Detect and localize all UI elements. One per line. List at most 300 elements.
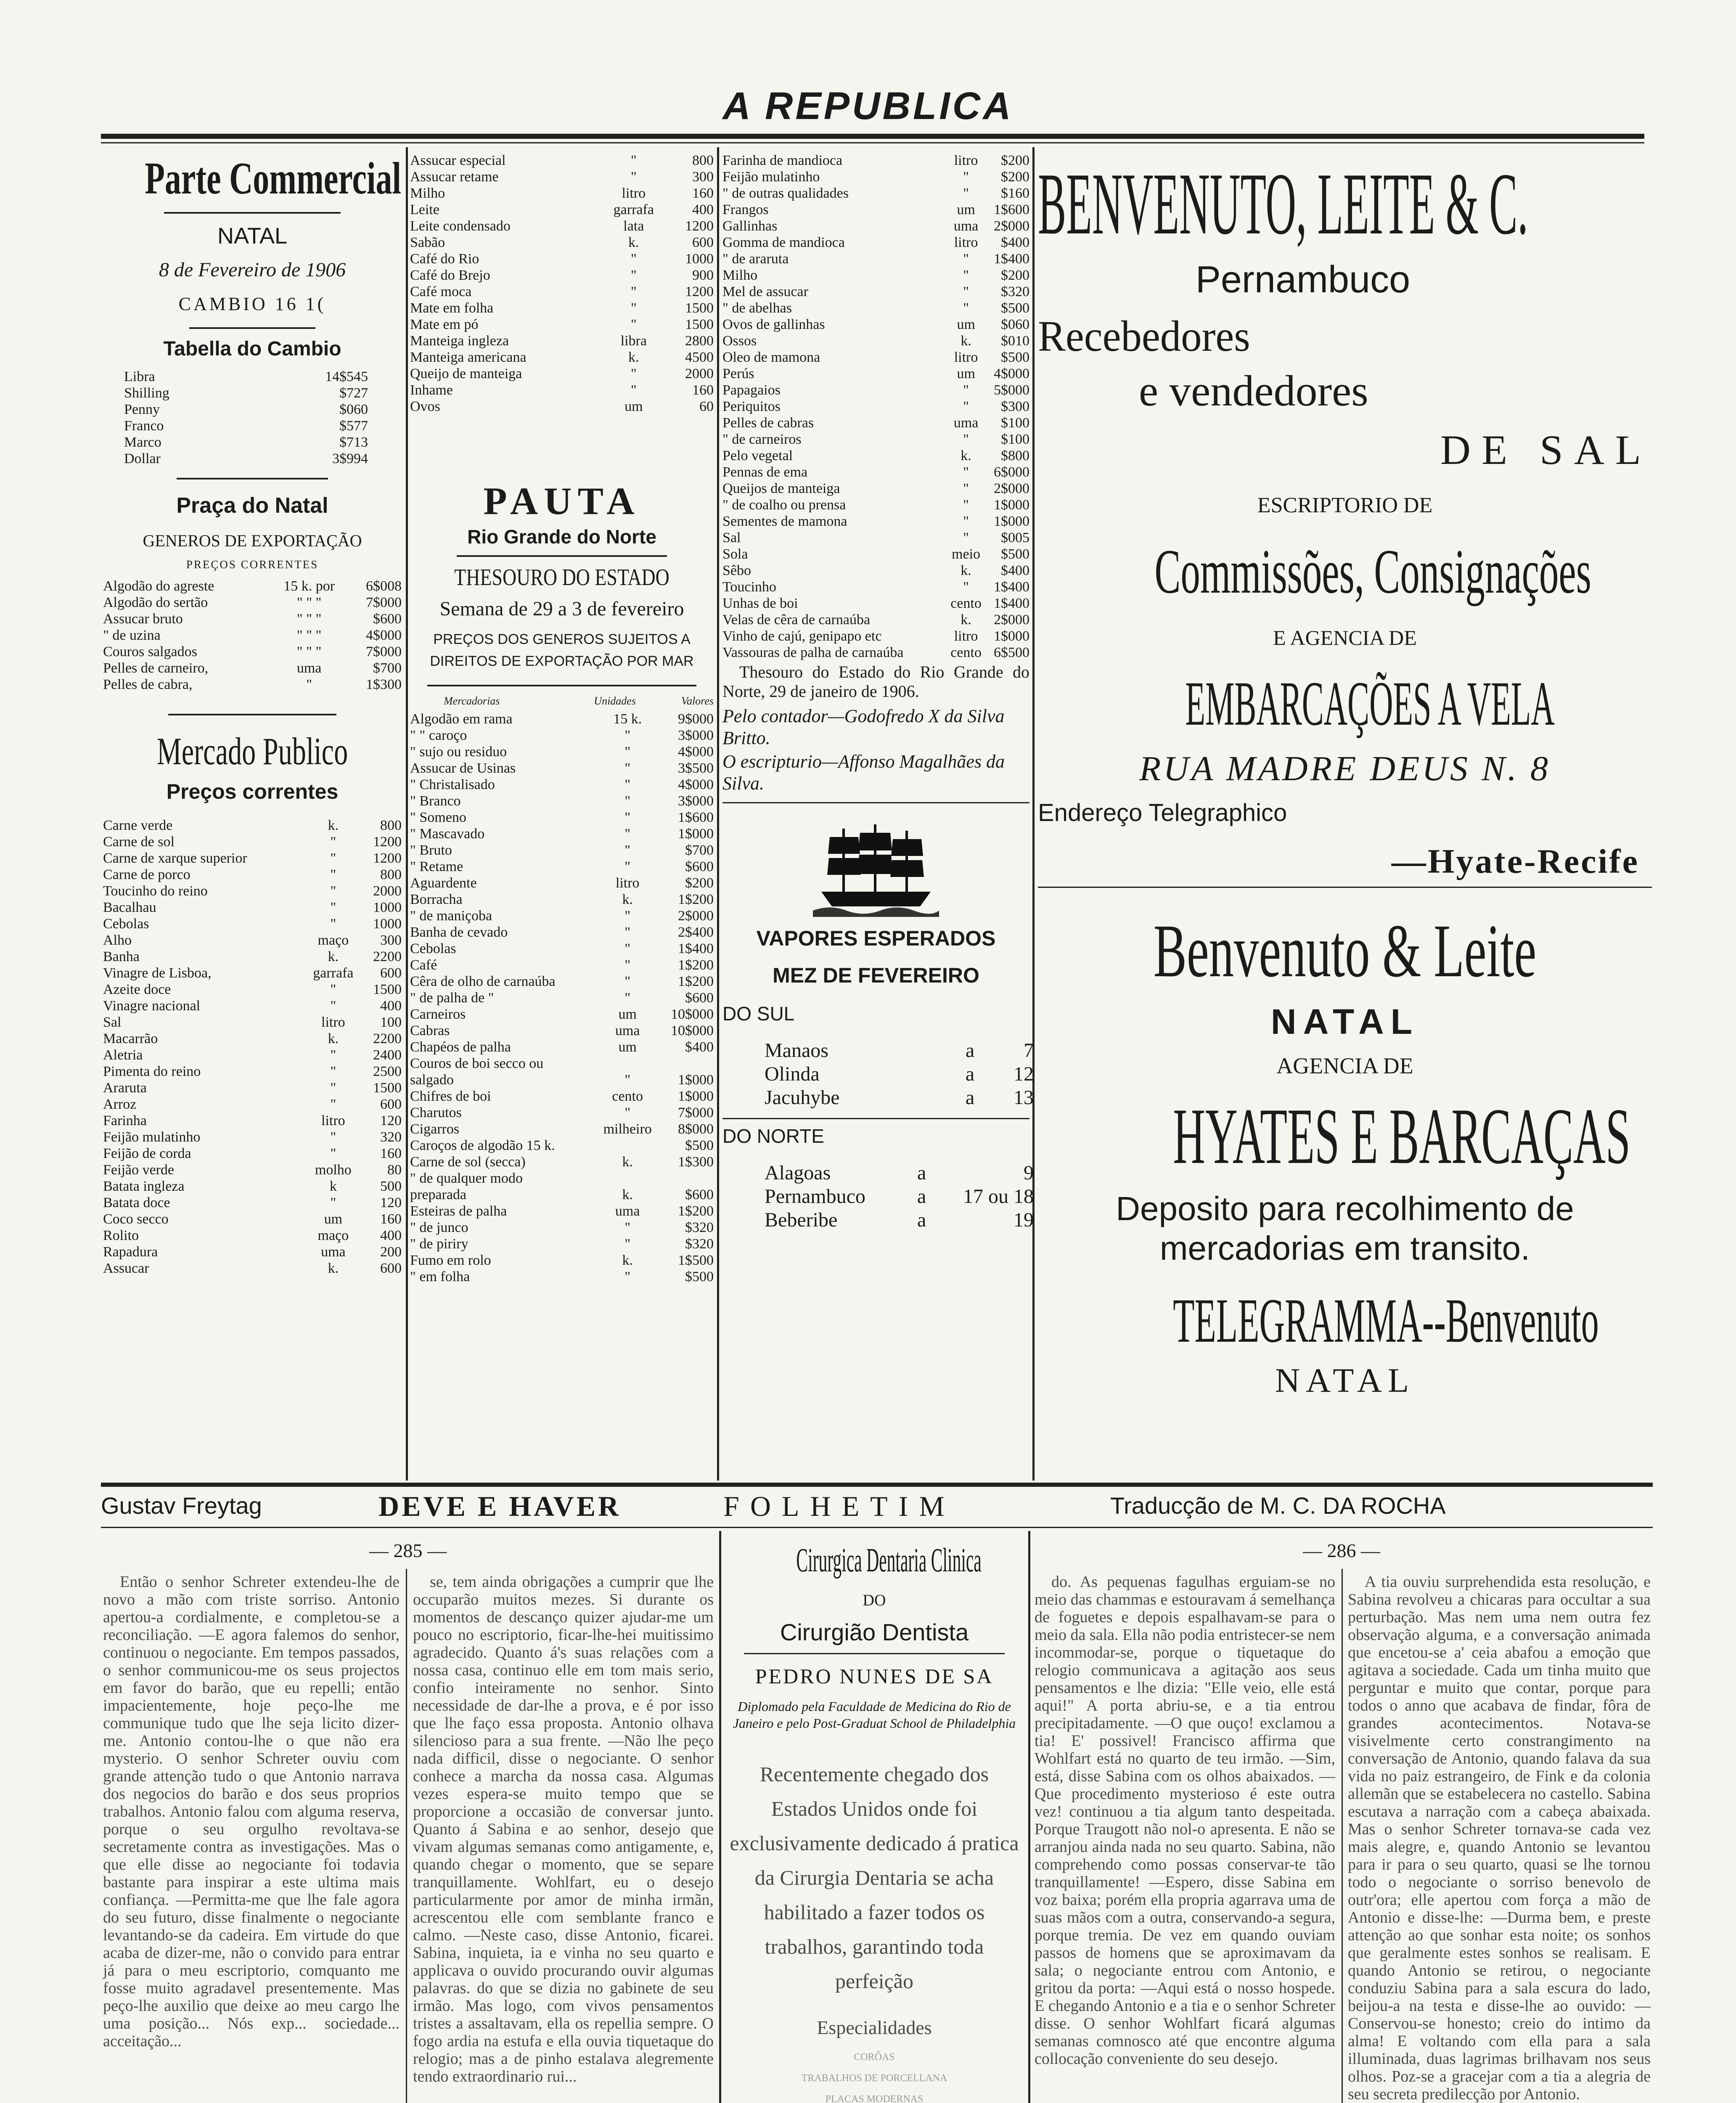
cell-unit: " xyxy=(630,300,637,316)
cell-name: Arroz xyxy=(103,1097,137,1112)
table-row xyxy=(410,1236,714,1252)
cell-name: Frangos xyxy=(722,202,769,217)
cell-unit: " xyxy=(963,251,969,267)
table-row xyxy=(410,333,714,349)
cell-price: 3$000 xyxy=(678,793,714,809)
cell-name: " de coalho ou prensa xyxy=(722,497,846,513)
cell-price: 100 xyxy=(380,1014,402,1030)
cell-name: Pimenta do reino xyxy=(103,1064,201,1079)
pauta-header xyxy=(410,695,714,707)
ship-sep: a xyxy=(965,1039,975,1062)
cell-unit: k. xyxy=(622,1253,633,1268)
market-title: Mercado Publico xyxy=(156,730,348,773)
cell-price: $700 xyxy=(685,842,714,858)
folhetim-title: DEVE E HAVER xyxy=(378,1490,622,1522)
cell-price: 160 xyxy=(380,1146,402,1161)
masthead-rule-thin xyxy=(101,142,1644,143)
cell-unit: um xyxy=(324,1211,343,1227)
table-row xyxy=(103,981,402,998)
cell-price: 1$200 xyxy=(678,957,714,973)
cell-price: 1$400 xyxy=(994,579,1029,595)
cell-unit: um xyxy=(957,366,975,381)
table-row xyxy=(410,349,714,366)
city: NATAL xyxy=(217,223,288,249)
folhetim-column-1: Então o senhor Schreter extendeu-lhe de novo a mão com triste sorriso. Antonio apertou-a cordialmente, e completou-se a reconciliação. —E agora falemos do senhor, continuou o negociante. Em tempos passados, o senhor communicou-me os seus projectos em favor do barão, que eu repelli; então impacientemente, hoje peço-lhe me communique tudo que lhe seja licito dizer-me. Antonio contou-lhe o que não era mysterio. O senhor Schreter ouviu com grande attenção tudo o que Antonio narrava dos negocios do barão e dos seus proprios trabalhos. Antonio falou com alguma reserva, porque o seu orgulho revoltava-se secretamente contra as investigações. Mas o que elle disse ao negociante foi todavia bastante para inspirar a este ultima mais confiança. —Permitta-me que lhe fale agora do seu futuro, disse finalmente o negociante levantando-se da cadeira. Em virtude do que acaba de dizer-me, não o convido para entrar já para o meu escriptorio, comquanto me fosse muito agradavel presentemente. Mas peço-lhe auxilio que deixe ao meu cargo lhe uma posição... Nós exp... sociedade... acceitação... xyxy=(103,1573,400,2050)
ship-name: Alagoas xyxy=(765,1162,831,1184)
cell-name: Farinha de mandioca xyxy=(722,153,843,168)
cell-name: " de junco xyxy=(410,1220,468,1235)
cell-unit: uma xyxy=(953,218,979,234)
ad-agencia-2: AGENCIA DE xyxy=(1276,1053,1413,1078)
table-row xyxy=(722,152,1029,169)
table-row xyxy=(103,1047,402,1063)
table-row xyxy=(410,218,714,234)
cell-price: 120 xyxy=(380,1113,402,1128)
column-rule xyxy=(406,147,408,1481)
table-row xyxy=(722,349,1029,366)
cell-price: 1200 xyxy=(373,850,402,866)
table-row xyxy=(410,201,714,218)
table-row xyxy=(410,891,714,908)
cell-unit: litro xyxy=(321,1014,345,1030)
cell-name: Ovos xyxy=(410,399,440,414)
table-row xyxy=(103,676,402,693)
table-row xyxy=(410,973,714,990)
cell-price: 160 xyxy=(380,1211,402,1227)
table-row xyxy=(410,776,714,793)
cell-price: $600 xyxy=(685,859,714,874)
dentist-faded-2: TRABALHOS DE PORCELLANA xyxy=(801,2073,947,2084)
cell-name: " de qualquer modo xyxy=(410,1171,523,1186)
table-row xyxy=(410,1187,714,1203)
cell-name: Sola xyxy=(722,546,748,562)
cell-price: 6$008 xyxy=(366,578,402,594)
cell-name: Velas de cêra de carnaúba xyxy=(722,612,871,628)
cell-name: Periquitos xyxy=(722,399,781,414)
table-row xyxy=(410,990,714,1006)
ad-natal: NATAL xyxy=(1270,1002,1419,1041)
table-row xyxy=(722,464,1029,480)
table-row xyxy=(103,883,402,899)
cell-price: $100 xyxy=(1001,432,1029,447)
cell-unit: k. xyxy=(961,333,971,349)
cell-unit: molho xyxy=(315,1162,352,1178)
do-sul: DO SUL xyxy=(722,1003,795,1025)
table-row xyxy=(103,850,402,866)
cell-name: Batata ingleza xyxy=(103,1179,185,1194)
folhetim-label: FOLHETIM xyxy=(723,1490,955,1522)
table-row xyxy=(410,283,714,300)
column-rule xyxy=(406,1569,407,2103)
cell-unit: k. xyxy=(328,818,339,833)
cell-unit: " xyxy=(625,859,631,874)
cell-price: 1000 xyxy=(373,916,402,932)
cell-unit: um xyxy=(957,202,975,217)
cell-name: Queijo de manteiga xyxy=(410,366,522,381)
cell-name: Toucinho do reino xyxy=(103,883,208,899)
cell-price: 800 xyxy=(380,867,402,882)
cell-name: Vinagre nacional xyxy=(103,998,201,1014)
table-row xyxy=(103,948,402,965)
cell-name: " Someno xyxy=(410,810,466,825)
table-row xyxy=(410,251,714,267)
table-row xyxy=(410,366,714,382)
cell-name: " Mascavado xyxy=(410,826,485,842)
cell-price: $100 xyxy=(1001,415,1029,431)
cell-unit: " xyxy=(963,185,969,201)
cell-unit: garrafa xyxy=(313,965,354,981)
table-row xyxy=(410,924,714,940)
cell-price: 600 xyxy=(692,235,714,250)
table-row xyxy=(410,185,714,201)
cell-price: 120 xyxy=(380,1195,402,1210)
cell-unit: k. xyxy=(328,1261,339,1276)
masthead-rule xyxy=(101,134,1644,139)
cell-unit: garrafa xyxy=(613,202,654,217)
cell-unit: " xyxy=(630,366,637,381)
ad-agencia: E AGENCIA DE xyxy=(1273,626,1417,649)
cell-unit: " xyxy=(963,579,969,595)
ship-sep: a xyxy=(917,1209,926,1231)
cell-name: Marco xyxy=(124,434,161,450)
table-row xyxy=(722,366,1029,382)
cell-name: Milho xyxy=(722,268,758,283)
cell-name: Feijão mulatinho xyxy=(103,1129,201,1145)
divider xyxy=(168,714,336,715)
cell-name: " em folha xyxy=(410,1269,470,1285)
cell-price: 1$200 xyxy=(678,1203,714,1219)
cell-name: Cebolas xyxy=(410,941,456,956)
cell-unit: litro xyxy=(622,185,646,201)
cell-unit: " xyxy=(630,153,637,168)
cell-price: $500 xyxy=(1001,350,1029,365)
dentist-diploma: Diplomado pela Faculdade de Medicina do Rio de Janeiro e pelo Post-Graduat School de Philadelphia xyxy=(733,1699,1016,1731)
cell-price: 1$000 xyxy=(678,1072,714,1088)
cell-name: " de palha de " xyxy=(410,990,494,1006)
ship-name: Olinda xyxy=(765,1063,820,1085)
cell-unit: uma xyxy=(321,1244,346,1260)
cell-name: " de maniçoba xyxy=(410,908,492,924)
cell-unit: " xyxy=(330,1129,336,1145)
cell-name: " de piriry xyxy=(410,1236,468,1252)
cell-price: 600 xyxy=(380,1097,402,1112)
cell-price: 2800 xyxy=(685,333,714,349)
cell-unit: " xyxy=(330,883,336,899)
cell-price: $160 xyxy=(1001,185,1029,201)
cell-unit: " xyxy=(963,497,969,513)
cell-name: Araruta xyxy=(103,1080,147,1096)
cell-price: 3$000 xyxy=(678,728,714,743)
cell-unit: maço xyxy=(318,1228,349,1243)
cell-price: 80 xyxy=(387,1162,402,1178)
table-row xyxy=(722,595,1029,612)
pauta-title: PAUTA xyxy=(483,479,640,522)
ship-day: 13 xyxy=(1014,1086,1034,1109)
dentist-faded-1: CORÔAS xyxy=(854,2052,895,2063)
column-rule xyxy=(1342,1569,1343,2103)
ad-embarcacoes: EMBARCAÇÕES A VELA xyxy=(1185,669,1555,739)
ad-title: BENVENUTO, LEITE & C. xyxy=(1038,155,1528,253)
cell-unit: " xyxy=(330,916,336,932)
cell-name: Macarrão xyxy=(103,1031,158,1046)
cell-name: " sujo ou residuo xyxy=(410,744,507,760)
cell-price: 2$000 xyxy=(678,908,714,924)
cell-value: $713 xyxy=(339,434,368,450)
cell-unit: " xyxy=(630,382,637,398)
table-row xyxy=(722,283,1029,300)
cell-price: 300 xyxy=(692,169,714,185)
cell-price: 300 xyxy=(380,932,402,948)
cell-price: 1000 xyxy=(373,900,402,915)
cell-name: Inhame xyxy=(410,382,453,398)
cell-unit: " xyxy=(625,1072,631,1088)
ad-title-2: Benvenuto & Leite xyxy=(1153,909,1537,993)
table-row xyxy=(722,530,1029,546)
cell-unit: " xyxy=(330,998,336,1014)
cell-price xyxy=(659,1055,714,1072)
date: 8 de Fevereiro de 1906 xyxy=(159,259,346,281)
cell-name: Algodão do sertão xyxy=(103,595,208,610)
cell-unit: " xyxy=(963,284,969,299)
cell-unit: " xyxy=(330,1080,336,1096)
table-row xyxy=(103,932,402,948)
table-row xyxy=(410,1121,714,1137)
table-row xyxy=(103,611,402,627)
cell-name: Cabras xyxy=(410,1023,450,1038)
market-subtitle: Preços correntes xyxy=(166,780,339,803)
folhetim-column-4: A tia ouviu surprehendida esta resolução, e Sabina revolveu a chicaras para occultar a sua perturbação. Mas nem uma nem outra fez observação alguma, e a conversação animada que encetou-se a' ceia abafou a emoção que agitava a sociedade. Cada um tinha muito que perguntar e muito que contar, porque para todos o anno que acabava de findar, fôra de grandes acontecimentos. Notava-se visivelmente certo constrangimento na conversação de Antonio, quando falava da sua vida no paiz estrangeiro, de Fink e da colonia allemãn que se estabelecera no castello. Sabina escutava a narração com a cabeça abaixada. Mas o senhor Schreter tornava-se cada vez mais alegre, e, quando Antonio se levantou para ir para o seu quarto, quasi se lhe tornou todo o negociante o sorriso benevolo de outr'ora; elle apertou com força a mão de Antonio e disse-lhe: —Durma bem, e preste attenção ao que sonhar esta noite; os sonhos que geralmente estes sonhos se realisam. E quando Antonio se retirou, o negociante conduziu Sabina para a sala escura do lado, beijou-a na testa e disse-lhe ao ouvido: —Conservou-se honesto; creio do intimo da alma! E voltando com ella para a sala illuminada, duas lagrimas brilhavam nos seus olhos. Poz-se a gracejar com a tia a alegria de seu secreta predilecção por Antonio. xyxy=(1348,1573,1651,2103)
ship-day: 12 xyxy=(1014,1063,1034,1085)
table-row xyxy=(103,660,402,676)
cell-name: Sementes de mamona xyxy=(722,514,847,529)
cell-unit: " xyxy=(625,1105,631,1120)
cell-name: Feijão mulatinho xyxy=(722,169,820,185)
cell-price: 2$000 xyxy=(994,481,1029,496)
cell-price: $300 xyxy=(1001,399,1029,414)
cell-unit: " xyxy=(963,268,969,283)
cell-name: Queijos de manteiga xyxy=(722,481,840,496)
cell-price: 160 xyxy=(692,185,714,201)
cell-unit: " xyxy=(625,842,631,858)
table-row xyxy=(103,1195,402,1211)
cell-name: " Branco xyxy=(410,793,461,809)
cell-unit: 15 k. por xyxy=(283,578,335,594)
table-row xyxy=(410,382,714,398)
cell-price: 2500 xyxy=(373,1064,402,1079)
pauta-state: Rio Grande do Norte xyxy=(467,526,656,548)
ad-escriptorio: ESCRIPTORIO DE xyxy=(1257,493,1433,517)
cell-price: $500 xyxy=(685,1269,714,1285)
cell-price: 1$300 xyxy=(678,1154,714,1170)
table-row xyxy=(722,169,1029,185)
table-row xyxy=(103,1063,402,1080)
cell-price: 2000 xyxy=(685,366,714,381)
cell-price: 2200 xyxy=(373,1031,402,1046)
table-row xyxy=(410,826,714,842)
table-row xyxy=(103,1162,402,1178)
cell-name: preparada xyxy=(410,1187,467,1202)
cell-unit: um xyxy=(957,317,975,332)
cell-unit: " xyxy=(330,982,336,997)
cell-unit: " xyxy=(963,399,969,414)
cell-price: 6$500 xyxy=(994,645,1029,660)
cell-unit: " " " xyxy=(296,595,322,610)
cell-name: Chifres de boi xyxy=(410,1089,491,1104)
cell-name: Café do Brejo xyxy=(410,268,490,283)
cell-name: Vassouras de palha de carnaúba xyxy=(722,645,904,660)
cell-name: Café moca xyxy=(410,284,472,299)
cell-price: 1$600 xyxy=(994,202,1029,217)
column-rule xyxy=(717,147,719,1481)
cell-unit: litro xyxy=(615,875,640,891)
cell-name: Carneiros xyxy=(410,1006,466,1022)
table-row xyxy=(103,1014,402,1030)
ad-telegramma: TELEGRAMMA--Benvenuto xyxy=(1173,1286,1599,1356)
folhetim-rule-thin xyxy=(101,1527,1653,1528)
cell-name: Perús xyxy=(722,366,754,381)
cell-name: " de uzina xyxy=(103,628,161,643)
cell-name: Dollar xyxy=(124,451,161,466)
cell-name: Manteiga ingleza xyxy=(410,333,509,349)
table-row xyxy=(103,998,402,1014)
table-row xyxy=(103,1096,402,1112)
cell-unit: " xyxy=(630,169,637,185)
cell-unit: litro xyxy=(954,153,978,168)
do-norte: DO NORTE xyxy=(722,1118,1029,1149)
cell-price: $400 xyxy=(1001,563,1029,578)
cell-name: Carne verde xyxy=(103,818,173,833)
cell-price: 8$000 xyxy=(678,1121,714,1137)
table-row xyxy=(410,711,714,727)
cell-price: 5$000 xyxy=(994,382,1029,398)
table-row xyxy=(410,169,714,185)
cell-name: Ovos de gallinhas xyxy=(722,317,825,332)
cell-price: 160 xyxy=(692,382,714,398)
cell-name: Sal xyxy=(103,1014,122,1030)
column-rule xyxy=(719,1531,721,2103)
cell-name: Franco xyxy=(124,418,164,434)
ship-row xyxy=(765,1086,1034,1110)
cell-price: $320 xyxy=(1001,284,1029,299)
table-row xyxy=(722,234,1029,251)
dentist-subtitle: Cirurgião Dentista xyxy=(780,1619,969,1645)
ship-name: Manaos xyxy=(765,1039,828,1062)
table-row xyxy=(410,300,714,316)
table-row xyxy=(722,382,1029,398)
dentist-title: Cirurgica Dentaria Clinica xyxy=(796,1542,982,1579)
cell-name: Vinho de cajú, genipapo etc xyxy=(722,628,882,644)
table-row xyxy=(103,916,402,932)
advertisement xyxy=(1038,147,1652,1481)
table-row xyxy=(103,1227,402,1244)
table-row xyxy=(103,1129,402,1145)
cell-unit: " xyxy=(330,867,336,882)
table-row xyxy=(410,1252,714,1269)
table-row xyxy=(410,1203,714,1219)
cell-unit: " xyxy=(330,900,336,915)
cell-price: 400 xyxy=(692,202,714,217)
cell-unit: " " " xyxy=(296,611,322,627)
cell-unit: " xyxy=(963,169,969,185)
divider xyxy=(1038,887,1652,888)
cell-price: 800 xyxy=(380,818,402,833)
cell-name: Farinha xyxy=(103,1113,147,1128)
cell-name: Assucar xyxy=(103,1261,149,1276)
cell-price: 2000 xyxy=(373,883,402,899)
cell-price: 400 xyxy=(380,998,402,1014)
table-row xyxy=(722,480,1029,497)
semana: Semana de 29 a 3 de fevereiro xyxy=(439,598,684,620)
folhetim-rule xyxy=(101,1483,1653,1487)
divider xyxy=(177,478,328,479)
cell-price: 1$600 xyxy=(678,810,714,825)
cell-name: Banha xyxy=(103,949,140,964)
table-row xyxy=(410,1072,714,1088)
ad-deposito: Deposito para recolhimento de mercadorias em transito. xyxy=(1116,1190,1574,1267)
escripturio: O escripturio—Affonso Magalhães da Silva. xyxy=(722,751,1005,794)
dentist-especialidades: Especialidades xyxy=(817,2017,932,2038)
header-mercadorias: Mercadorias xyxy=(444,695,500,707)
commercial-column xyxy=(103,147,402,1481)
ship-name: Jacuhybe xyxy=(765,1086,840,1109)
folhetim-column-3: do. As pequenas fagulhas erguiam-se no meio das chammas e estouravam á semelhança de foguetes e depois espalhavam-se para o meio da sala. Ella não podia entristecer-se nem incommodar-se, porque o tiquetaque do relogio communicava a agitação aos seus pensamentos e lhe dizia: "Elle veio, elle está aqui!" A porta abriu-se, e a tia entrou precipitadamente. —O que ouço! exclamou a tia! E' possivel! Francisco affirma que Wohlfart está no quarto de teu irmão. —Sim, está, disse Sabina com os olhos abaixados. —Que procedimento mysterioso é este outra vez! continuou a tia algum tanto despeitada. Porque Traugott não nol-o apresenta. E não se arranjou ainda nada no seu quarto. Sabina, não comprehendo como possas conservar-te tão tranquillamente! —Espero, disse Sabina em voz baixa; porém ella propria agarrava uma de suas mãos com a outra, conservando-a segura, porque tremia. De vez em quando ouviam passos de homens que se aproximavam da sala; o negociante entrou com Antonio, e gritou da porta: —Aqui está o nosso hospede. E chegando Antonio e a tia e o senhor Schreter disse. O senhor Wohlfart ficará algumas semanas comnosco até que encontre alguma collocação conveniente do seu desejo. xyxy=(1035,1573,1335,2068)
ship-icon xyxy=(813,820,939,917)
header-unidades: Unidades xyxy=(594,695,636,707)
exchange-table xyxy=(124,368,368,467)
cell-price: $200 xyxy=(685,875,714,891)
cell-unit: litro xyxy=(954,628,978,644)
table-row xyxy=(722,546,1029,562)
cell-name: Feijão verde xyxy=(103,1162,174,1178)
cell-price: $600 xyxy=(685,1187,714,1202)
cell-price: 1$000 xyxy=(994,514,1029,529)
table-row xyxy=(410,842,714,858)
cell-name: Charutos xyxy=(410,1105,462,1120)
ad-hyates: HYATES E BARCAÇAS xyxy=(1173,1092,1631,1181)
cell-name: Shilling xyxy=(124,385,169,401)
cell-value: 14$545 xyxy=(325,369,368,384)
cell-unit: " xyxy=(625,1220,631,1235)
divider xyxy=(189,327,315,329)
cell-price: $010 xyxy=(1001,333,1029,349)
cell-unit: uma xyxy=(615,1203,640,1219)
dentist-body: Recentemente chegado dos Estados Unidos onde foi exclusivamente dedicado á pratica da Cirurgia Dentaria se acha habilitado a fazer todos os trabalhos, garantindo toda perfeição xyxy=(730,1762,1019,1993)
ad-vendedores: e vendedores xyxy=(1139,367,1368,415)
table-row xyxy=(410,1006,714,1022)
exchange-table-title: Tabella do Cambio xyxy=(163,338,341,360)
cell-price: 2$000 xyxy=(994,612,1029,628)
table-row xyxy=(124,368,368,385)
table-row xyxy=(124,401,368,418)
table-row xyxy=(410,940,714,957)
cell-unit: " xyxy=(625,941,631,956)
table-row xyxy=(722,218,1029,234)
cell-price: 1$400 xyxy=(994,596,1029,611)
cell-name: Carne de sol xyxy=(103,834,175,850)
table-row xyxy=(103,1030,402,1047)
cell-price: 1$000 xyxy=(678,826,714,842)
cell-unit xyxy=(596,1137,659,1154)
table-row xyxy=(103,899,402,916)
cell-name: Ossos xyxy=(722,333,757,349)
table-row xyxy=(722,201,1029,218)
divider xyxy=(427,685,696,686)
cell-price: 900 xyxy=(692,268,714,283)
cell-name: Papagaios xyxy=(722,382,781,398)
table-row xyxy=(410,152,714,169)
cell-price: 1$500 xyxy=(678,1253,714,1268)
cell-unit xyxy=(596,1170,659,1187)
